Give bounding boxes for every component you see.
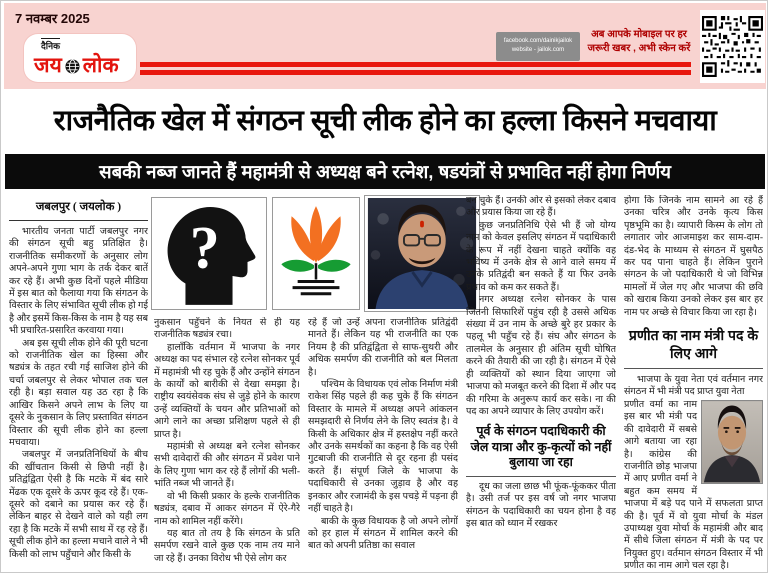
scan-promo-text: अब आपके मोबाइल पर हर जरूरी खबर , अभी स्केन करें <box>587 29 691 54</box>
svg-text:?: ? <box>189 214 220 281</box>
article-paragraph: जबलपुर में जनप्रतिनिधियों के बीच की खींचतान किसी से छिपी नहीं है। प्रतिद्वंद्विता ऐसी है कि मटके में बंद सारे मेंढक एक दूसरे के ऊपर कूद रहे हैं। एक-दूसरे को दबाने का प्रयास कर रहे हैं। लेकिन बाहर से देखने वाले को यही लग रहा है कि मटके में सभी साथ में रह रहे हैं। सूची लीक होने का हल्ला मचाने वाले ने भी किसी को लाभ पहुँचाने और किसी के <box>9 450 148 560</box>
article-paragraph: बन चुके हैं। उनकी ओर से इसको लेकर दबाव और प्रयास किया जा रहे हैं। <box>466 196 616 219</box>
pranit-story-block <box>624 399 763 572</box>
article-paragraph: बाकी के कुछ विधायक है जो अपने लोगों को हर हाल में संगठन में शामिल करने की बात को अपनी प्रतिष्ठा का सवाल <box>308 516 458 552</box>
social-links-box <box>496 32 580 61</box>
masthead-rule-lines <box>140 62 691 75</box>
article-paragraph: अब इस सूची लीक होने की पूरी घटना को राजनीतिक खेल का हिस्सा और षड्यंत्र के तहत रची गई साजिश होने की चर्चा जबलपुर से लेकर भोपाल तक चल रही है। बड़ा सवाल यह उठ रहा है कि आखिर किसने अपने लाभ के लिए या दूसरे के नुकसान के लिए प्रस्तावित संगठन विस्तार की सूची लीक होने का हल्ला मचवाया। <box>9 338 148 448</box>
article-paragraph: वो भी किसी प्रकार के हल्के राजनीतिक षड्यंत्र, दबाव में आकर संगठन में ऐरे-गैरे नाम को शामिल नहीं करेंगे। <box>154 491 300 527</box>
masthead <box>4 3 766 89</box>
article-paragraph: भाजपा के युवा नेता एवं वर्तमान नगर संगठन में भी मंत्री पद प्राप्त युवा नेता <box>624 375 763 398</box>
website-url: website - jailok.com <box>511 47 565 53</box>
main-headline: राजनैतिक खेल में संगठन सूची लीक होने का हल्ला किसने मचवाया <box>53 105 717 137</box>
article-paragraph: दूध का जला छाछ भी फूंक-फूंककर पीता है। उसी तर्ज पर इस वर्ष जो नगर भाजपा संगठन के पदाधिकारी का चयन होना है वह इस बात को ध्यान में रखकर <box>466 481 616 530</box>
article-paragraph: हालाँकि वर्तमान में भाजपा के नगर अध्यक्ष का पद संभाल रहे रत्नेश सोनकर पूर्व में महामंत्री भी रह चुके हैं और उन्होंने संगठन के कार्यों को बारीकी से देखा समझा है। राष्ट्रीय स्वयंसेवक संघ से जुड़े होने के कारण उन्हें व्यक्तियों के चयन और प्रतिभाओं को आगे लाने का अच्छा प्रशिक्षण पहले से ही प्राप्त है। <box>154 342 300 440</box>
pranit-photo <box>701 400 763 484</box>
article-paragraph: होगा कि जिनके नाम सामने आ रहे हैं उनका चरित्र और उनके कृत्य किस पृष्ठभूमि का है। व्यापारी किस्म के लोग तो लगातार जोर आजमाइश कर साम-दाम-दंड-भेद के माध्यम से संगठन में घुसपैठ कर पद पाना चाहते हैं। लेकिन पुराने संगठन के जो पदाधिकारी थे जो विभिन्न मामलों में जेल गए और भाजपा की छवि को खराब किया उनको लेकर इस बार हर नाम पर अच्छे से विचार किया जा रहा है। <box>624 196 763 318</box>
article-paragraph: यह बात तो तय है कि संगठन के प्रति समर्पण रखने वाले कुछ एक नाम तय माने जा रहे हैं। उनका विरोध भी ऐसे लोग कर <box>154 528 300 564</box>
pranit-subheadline: प्रणीत का नाम मंत्री पद के लिए आगे <box>624 319 763 369</box>
jail-subheadline: पूर्व के संगठन पदाधिकारी की जेल यात्रा और कु-कृत्यों को नहीं बुलाया जा रहा <box>466 418 616 477</box>
article-column-5 <box>624 195 763 572</box>
article-column-1 <box>9 195 148 561</box>
article-paragraph: भारतीय जनता पार्टी जबलपुर नगर की संगठन सूची बहु प्रतिक्षित है। राजनीतिक समीकरणों के अनुसार लोग अपने-अपने गुणा भाग के तर्क देकर बातें कर रहे हैं। अभी कुछ दिनों पहले मीडिया में इस बात को फैलाया गया कि संगठन के विस्तार के लिए संभावित सूची लीक हो गई है और इसमें किस-किस के नाम है यह सब भी प्रचारित-प्रसारित करवाया गया। <box>9 227 148 337</box>
globe-icon <box>65 59 80 74</box>
newspaper-logo <box>24 34 136 82</box>
question-mark-head-image <box>151 197 267 310</box>
dateline: जबलपुर ( जयलोक ) <box>9 195 148 221</box>
sub-headline-band: सबकी नब्ज जानते हैं महामंत्री से अध्यक्ष बने रत्नेश, षडयंत्रों से प्रभावित नहीं होगा निर्णय <box>5 154 765 189</box>
article-column-2 <box>154 317 300 565</box>
logo-word-lok: लोक <box>82 54 119 77</box>
leader-photo <box>364 195 480 312</box>
facebook-url: facebook.com/dainikjailok <box>503 38 573 44</box>
article-paragraph: नगर अध्यक्ष रत्नेश सोनकर के पास जितनी सिफारिशें पहुंच रही है उससे अधिक संख्या में उन नाम के अच्छे बुरे हर प्रकार के पहलू भी पहुँच रहे हैं। संघ और संगठन के तालमेल के अनुसार ही अंतिम सूची घोषित करने की तैयारी की जा रही है। संगठन में ऐसे ही व्यक्तियों को स्थान दिया जाएगा जो भाजपा को मजबूत करने की दिशा में और पद की गरिमा के अनुरूप कार्य कर सके। ना की पद का अपने व्यापार के लिए उपयोग करें। <box>466 295 616 417</box>
bjp-lotus-symbol <box>272 197 360 310</box>
issue-date: 7 नवम्बर 2025 <box>15 11 90 26</box>
daily-label: दैनिक <box>41 38 60 52</box>
article-paragraph: महामंत्री से अध्यक्ष बने रत्नेश सोनकर सभी दावेदारों की और संगठन में प्रवेश पाने के लिए गुणा भाग कर रहे हैं लोगों की भली-भांति नब्ज भी जानते हैं। <box>154 442 300 490</box>
article-body <box>1 192 768 574</box>
article-paragraph: नुकसान पहुँचने के नियत से ही यह राजनीतिक षड्यंत्र रचा। <box>154 318 300 341</box>
article-paragraph: पश्चिम के विधायक एवं लोक निर्माण मंत्री राकेश सिंह पहले ही कह चुके हैं कि संगठन विस्तार के मामले में अध्यक्ष अपने आंकलन समझदारी से निर्णय लेने के लिए स्वतंत्र है। वे किसी के अधिकार क्षेत्र में हस्तक्षेप नहीं करते और उनके समर्थकों का कहना है कि वह ऐसी गुटबाजी की राजनीति से दूर रहना ही पसंद करते हैं। संपूर्ण जिले के भाजपा के पदाधिकारी से उनका जुड़ाव है और वह इनकार और रजामंदी के इस पचड़े में पड़ना ही नहीं चाहते है। <box>308 380 458 515</box>
logo-word-jai: जय <box>34 54 62 77</box>
article-paragraph: प्रणीत वर्मा का नाम इस बार भी मंत्री पद की दावेदारी में सबसे आगे बताया जा रहा है। कांग्रेस की राजनीति छोड़ भाजपा में आए प्रणीत वर्मा ने बहुत कम समय में भाजपा में बड़े पद पाने में सफलता प्राप्त की है। पूर्व में वो युवा मोर्चा के मंडल उपाध्यक्ष युवा मोर्चा के महामंत्री और बाद में सीधे जिला संगठन में मंत्री के पद पर नियुक्त हुए। वर्तमान संगठन विस्तार में भी प्रणीत का नाम आगे चल रहा है। <box>624 399 763 572</box>
article-column-3 <box>308 317 458 553</box>
article-column-4 <box>466 195 616 530</box>
article-paragraph: रहे हैं जो उन्हें अपना राजनीतिक प्रतिद्वंदी मानते हैं। लेकिन यह भी राजनीति का एक नियम है की प्रतिद्वंद्विता से साफ-सुथरी और अधिक समर्पण की राजनीति को बल मिलता है। <box>308 318 458 378</box>
article-paragraph: कुछ जनप्रतिनिधि ऐसे भी हैं जो योग्य नाम को केवल इसलिए संगठन में पदाधिकारी के रूप में नहीं देखना चाहते क्योंकि वह भविष्य में उनके क्षेत्र से आने वाले समय में उनके प्रतिद्वंदी बन सकते हैं या फिर उनके प्रभाव को कम कर सकते हैं। <box>466 220 616 293</box>
qr-code <box>700 10 765 83</box>
